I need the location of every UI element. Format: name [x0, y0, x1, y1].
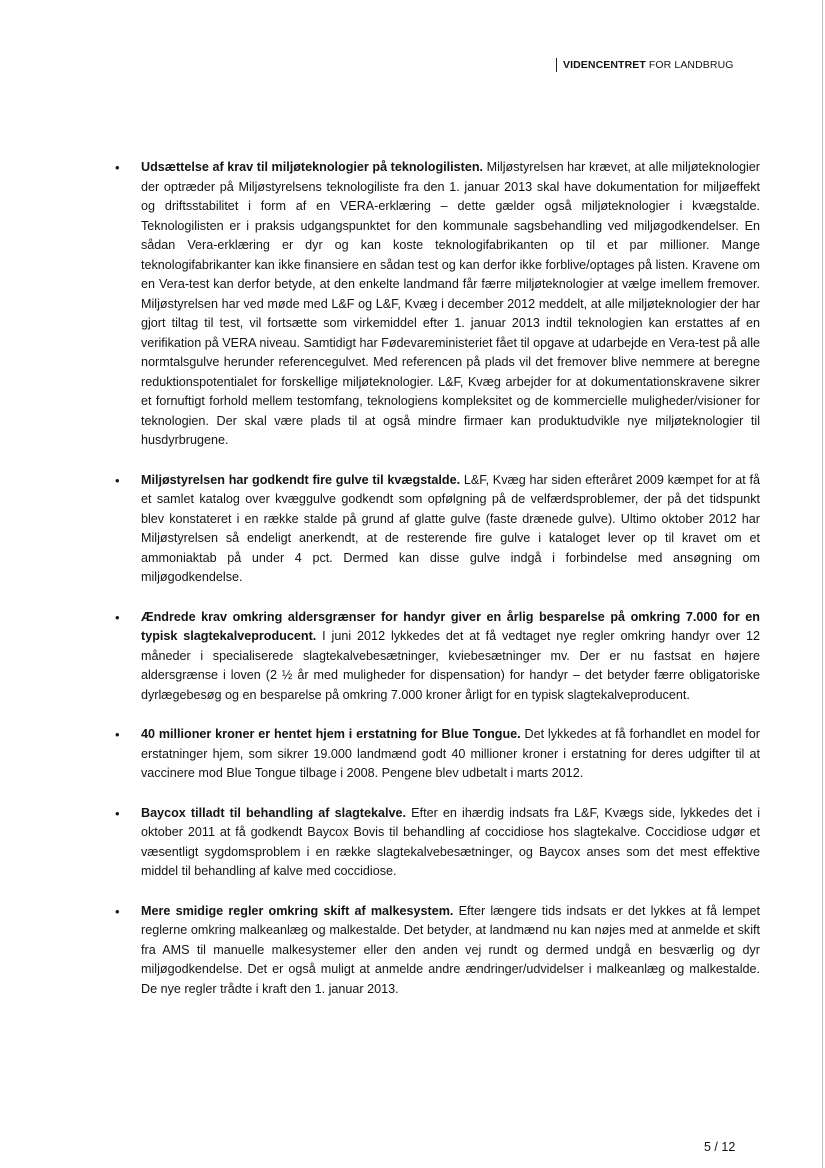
list-item-lead: Udsættelse af krav til miljøteknologier på teknologilisten.: [141, 160, 484, 174]
bullet-icon: •: [115, 727, 120, 742]
list-item-body: L&F, Kvæg har siden efteråret 2009 kæmpet for at få et samlet katalog over kvæggulve godkendt som opfølgning på de velfærdsproblemer, der på det tidspunkt blev konstateret i en række stalde på grund af glatte gulve (faste drænede gulve). Ultimo oktober 2012 har Miljøstyrelsen så endeligt anerkendt, at de resterende fire gulve i kataloget lever op til kravet om et ammoniaktab på under 4 pct. Dermed kan disse gulve indgå i forbindelse med ansøgning om miljøgodkendelse.: [141, 472, 760, 584]
list-item-lead: Miljøstyrelsen har godkendt fire gulve til kvægstalde.: [141, 472, 461, 487]
list-item-text: [141, 608, 760, 706]
bullet-icon: •: [115, 472, 120, 488]
list-item: [112, 158, 760, 451]
list-item-body: Efter længere tids indsats er det lykkes at få lempet reglerne omkring malkeanlæg og malkestalde. Det betyder, at landmænd nu kan nøjes med at anmelde et skift fra AMS til manuelle malkesystemer eller den anden vej rundt og dermed undgå en besværlig og dyr miljøgodkendelse. Det er også muligt at anmelde andre ændringer/udvidelser i malkeanlæg og malkestalde. De nye regler trådte i kraft den 1. januar 2013.: [141, 903, 760, 996]
list-item-text: [141, 725, 760, 784]
list-item-lead: Ændrede krav omkring aldersgrænser for handyr giver en årlig besparelse på omkring 7.000 for en typisk slagtekalveproducent.: [141, 609, 760, 643]
list-item-text: [141, 902, 760, 1000]
bullet-icon: •: [115, 609, 120, 625]
bullet-icon: •: [115, 160, 120, 175]
list-item-text: [141, 158, 760, 451]
header-org-rest: FOR LANDBRUG: [645, 59, 734, 71]
list-item-body: I juni 2012 lykkedes det at få vedtaget nye regler omkring handyr over 12 måneder i specialiserede slagtekalvebesætninger, kviebesætninger mv. Der er nu fastsat en højere aldersgrænse i loven (2 ½ år med muligheder for dispensation) for handyr – det betyder færre obligatoriske dyrlægebesøg og en besparelse på omkring 7.000 kroner årligt for en typisk slagtekalveproducent.: [141, 629, 760, 702]
list-item-lead: Mere smidige regler omkring skift af malkesystem.: [141, 903, 454, 918]
list-item: [112, 725, 760, 784]
list-item-lead: Baycox tilladt til behandling af slagtekalve.: [141, 805, 407, 820]
list-item: [112, 471, 760, 588]
list-item: [112, 902, 760, 1000]
list-item-text: [141, 471, 760, 588]
page-header: [556, 58, 734, 72]
list-item: [112, 608, 760, 706]
header-org-bold: VIDENCENTRET: [563, 59, 646, 71]
bullet-list: [112, 158, 760, 1019]
list-item-body: Miljøstyrelsen har krævet, at alle miljøteknologier der optræder på Miljøstyrelsens teknologiliste fra den 1. januar 2013 skal have dokumentation for miljøeffekt og driftsstabilitet i form af en VERA-erklæring – dette gælder også miljøteknologier i kvægstalde. Teknologilisten er i praksis udgangspunktet for den kommunale sagsbehandling ved miljøgodkendelser. En sådan Vera-erklæring er dyr og kan koste teknologifabrikanten op til et par millioner. Mange teknologifabrikanter kan ikke finansiere en sådan test og kan derfor ikke forblive/optages på listen. Kravene om en Vera-test kan derfor betyde, at den enkelte landmand får færre miljøteknologier at vælge imellem fremover. Miljøstyrelsen har ved møde med L&F og L&F, Kvæg i december 2012 meddelt, at alle miljøteknologier der har gjort tiltag til test, vil fortsætte som virkemiddel efter 1. januar 2013 indtil teknologien kan erstattes af en verifikation på VERA niveau. Samtidigt har Fødevareministeriet fået til opgave at udarbejde en Vera-test på alle normtalsgulve herunder referencegulvet. Med referencen på plads vil det fremover blive nemmere at beregne reduktionspotentialet for forskellige miljøteknologier. L&F, Kvæg arbejder for at dokumentationskravene sikrer et fornuftigt forhold mellem testomfang, teknologiens kompleksitet og de kommercielle muligheder/visioner for teknologien. Der skal være plads til at også mindre firmaer kan produktudvikle nye miljøteknologier til husdyrbrugene.: [141, 160, 760, 447]
bullet-icon: •: [115, 805, 120, 821]
list-item-body: Efter en ihærdig indsats fra L&F, Kvægs side, lykkedes det i oktober 2011 at få godkendt Baycox Bovis til behandling af coccidiose hos slagtekalve. Coccidiose udgør et væsentligt sygdomsproblem i en række slagtekalvebesætninger, og Baycox anses som det mest effektive middel til behandling af kalve med coccidiose.: [141, 805, 761, 878]
list-item-text: [141, 804, 760, 882]
scan-edge-line: [822, 0, 823, 1168]
list-item: [112, 804, 760, 882]
list-item-body: Det lykkedes at få forhandlet en model for erstatninger hjem, som sikrer 19.000 landmænd godt 40 millioner kroner i erstatning for deres udgifter til at vaccinere mod Blue Tongue tilbage i 2008. Pengene blev udbetalt i marts 2012.: [141, 727, 760, 780]
page-number: 5 / 12: [704, 1140, 736, 1154]
bullet-icon: •: [115, 903, 120, 919]
list-item-lead: 40 millioner kroner er hentet hjem i erstatning for Blue Tongue.: [141, 727, 521, 741]
